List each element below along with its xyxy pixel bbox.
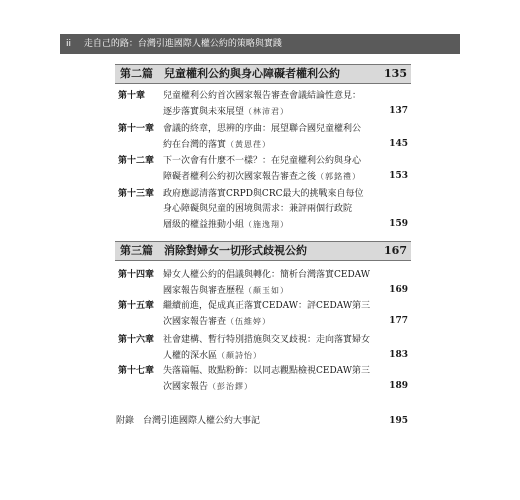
section-heading-part-3 [115, 241, 411, 261]
chapter-title: 下一次會有什麼不一樣？：在兒童權利公約與身心 障礙者權利公約初次國家報告審查之後（郭銘禮） [163, 156, 362, 182]
header-page-number: ii [66, 39, 72, 49]
toc-entry-ch16[interactable] [118, 333, 408, 363]
toc-entry-ch12[interactable] [118, 154, 408, 184]
chapter-author: （彭治鏐） [208, 382, 254, 391]
chapter-author: （施逸翔） [244, 220, 290, 229]
toc-entry-ch11[interactable] [118, 122, 408, 152]
chapter-number: 第十三章 [118, 189, 155, 199]
chapter-page: 153 [389, 171, 408, 181]
chapter-number: 第十五章 [118, 301, 155, 311]
chapter-page: 145 [389, 139, 408, 149]
chapter-title: 婦女人權公約的倡議與轉化：簡析台灣落實CEDAW 國家報告與審查歷程（顏玉如） [163, 270, 371, 296]
chapter-author: （伍維婷） [226, 317, 272, 326]
chapter-number: 第十章 [118, 91, 146, 101]
chapter-number: 第十一章 [118, 124, 155, 134]
chapter-title: 政府應認清落實CRPD與CRC最大的挑戰來自每位 身心障礙與兒童的困境與需求：兼評兩個行政院 層級的權益推動小組（施逸翔） [163, 189, 364, 230]
section-heading-part-2 [115, 64, 411, 84]
header-book-title: 走自己的路：台灣引進國際人權公約的策略與實踐 [83, 39, 282, 49]
chapter-title: 兒童權利公約首次國家報告審查會議結論性意見： 逐步落實與未來展望（林沛君） [163, 91, 362, 117]
section-page: 167 [384, 244, 407, 257]
toc-entry-ch17[interactable] [118, 364, 408, 394]
toc-entry-ch13[interactable] [118, 187, 408, 232]
chapter-title: 失落篇幅、敗點粉飾：以同志觀點檢視CEDAW第三 次國家報告（彭治鏐） [163, 366, 371, 392]
chapter-title: 繼續前進，促成真正落實CEDAW：評CEDAW第三 次國家報告審查（伍維婷） [163, 301, 371, 327]
toc-entry-ch15[interactable] [118, 299, 408, 329]
running-header [60, 34, 460, 54]
chapter-author: （黃恩荏） [226, 140, 272, 149]
chapter-author: （林沛君） [244, 107, 290, 116]
chapter-author: （郭銘禮） [316, 172, 362, 181]
section-page: 135 [384, 67, 407, 80]
chapter-author: （顏詩怡） [217, 351, 263, 360]
toc-entry-ch10[interactable] [118, 89, 408, 119]
appendix-page: 195 [389, 416, 408, 426]
chapter-page: 177 [389, 316, 408, 326]
chapter-page: 159 [389, 219, 408, 229]
chapter-number: 第十二章 [118, 156, 155, 166]
chapter-number: 第十六章 [118, 335, 155, 345]
chapter-title: 會議的終章，思辨的序曲：展望聯合國兒童權利公 約在台灣的落實（黃恩荏） [163, 124, 362, 150]
section-title: 第三篇 消除對婦女一切形式歧視公約 [120, 244, 307, 257]
chapter-number: 第十七章 [118, 366, 155, 376]
chapter-page: 183 [389, 350, 408, 360]
chapter-number: 第十四章 [118, 270, 155, 280]
toc-entry-ch14[interactable] [118, 268, 408, 298]
chapter-title: 社會建構、暫行特別措施與交叉歧視：走向落實婦女 人權的深水區（顏詩怡） [163, 335, 371, 361]
chapter-page: 137 [389, 106, 408, 116]
chapter-page: 169 [389, 285, 408, 295]
section-title: 第二篇 兒童權利公約與身心障礙者權利公約 [120, 67, 340, 80]
chapter-page: 189 [389, 381, 408, 391]
chapter-author: （顏玉如） [244, 286, 290, 295]
appendix-title: 附錄 台灣引進國際人權公約大事記 [116, 416, 261, 426]
